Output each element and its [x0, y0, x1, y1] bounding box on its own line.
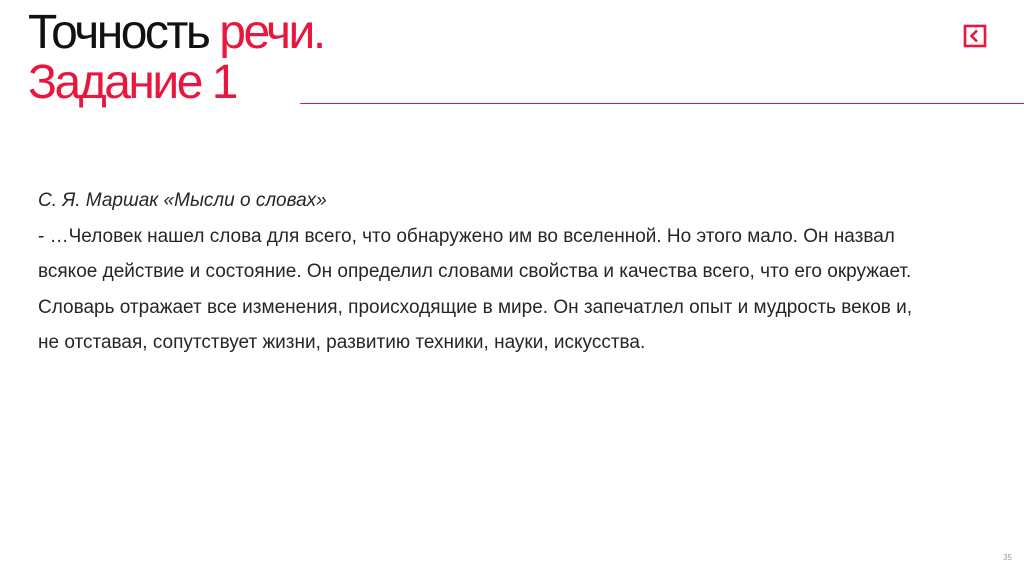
quote-source: С. Я. Маршак «Мысли о словах»	[38, 190, 327, 211]
title-part-black: Точность	[28, 6, 220, 59]
title-part-red: речи.	[219, 6, 324, 59]
back-arrow-box-icon[interactable]	[963, 24, 987, 48]
quote-body	[38, 183, 918, 361]
title-divider	[300, 103, 1024, 104]
title-subtitle: Задание 1	[28, 56, 236, 109]
page-number: 35	[1003, 553, 1012, 562]
quote-paragraph-1: - …Человек нашел слова для всего, что обнаружено им во вселенной. Но этого мало. Он назвал всякое действие и состояние. Он определил словами свойства и качества всего, что его окружает.	[38, 225, 912, 283]
quote-paragraph-2: Словарь отражает все изменения, происходящие в мире. Он запечатлел опыт и мудрость веков и, не отставая, сопутствует жизни, развитию техники, науки, искусства.	[38, 296, 913, 354]
slide-title	[28, 8, 324, 108]
